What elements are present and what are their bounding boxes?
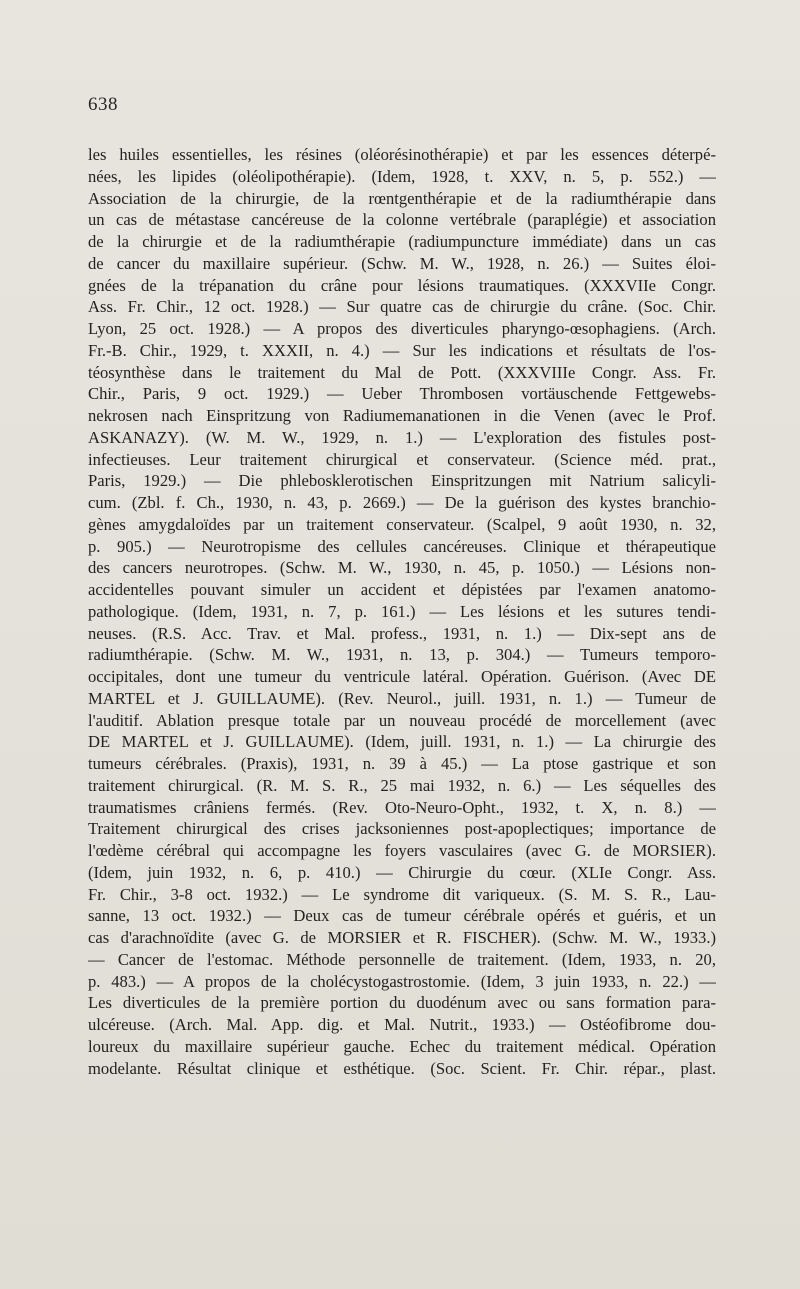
text-line: Les diverticules de la première portion du duodénum avec ou sans formation para- [88, 993, 716, 1013]
text-line: radiumthérapie. (Schw. M. W., 1931, n. 13, p. 304.) — Tumeurs temporo- [88, 645, 716, 665]
text-line: nées, les lipides (oléolipothérapie). (Idem, 1928, t. XXV, n. 5, p. 552.) — [88, 166, 716, 186]
text-line: gnées de la trépanation du crâne pour lésions traumatiques. (XXXVIIe Congr. [88, 275, 716, 295]
text-line: DE MARTEL et J. GUILLAUME). (Idem, juill. 1931, n. 1.) — La chirurgie des [88, 732, 716, 752]
text-line: Association de la chirurgie, de la rœntgenthérapie et de la radiumthérapie dans [88, 188, 716, 208]
text-line: MARTEL et J. GUILLAUME). (Rev. Neurol., juill. 1931, n. 1.) — Tumeur de [88, 688, 716, 708]
text-line: de cancer du maxillaire supérieur. (Schw. M. W., 1928, n. 26.) — Suites éloi- [88, 253, 716, 273]
text-line: Paris, 1929.) — Die phlebosklerotischen Einspritzungen mit Natrium salicyli- [88, 471, 716, 491]
text-line: Lyon, 25 oct. 1928.) — A propos des diverticules pharyngo-œsophagiens. (Arch. [88, 319, 716, 338]
text-line: les huiles essentielles, les résines (oléorésinothérapie) et par les essences déterpé- [88, 145, 716, 164]
text-line: tumeurs cérébrales. (Praxis), 1931, n. 39 à 45.) — La ptose gastrique et son [88, 754, 716, 773]
text-line: Chir., Paris, 9 oct. 1929.) — Ueber Thrombosen vortäuschende Fettgewebs- [88, 384, 716, 404]
page-number: 638 [88, 94, 118, 115]
text-line: p. 905.) — Neurotropisme des cellules cancéreuses. Clinique et thérapeutique [88, 536, 716, 556]
text-line: ulcéreuse. (Arch. Mal. App. dig. et Mal. Nutrit., 1933.) — Ostéofibrome dou- [88, 1015, 716, 1034]
text-line: un cas de métastase cancéreuse de la colonne vertébrale (paraplégie) et association [88, 210, 716, 230]
text-line: gènes amygdaloïdes par un traitement conservateur. (Scalpel, 9 août 1930, n. 32, [88, 514, 716, 534]
text-line: nekrosen nach Einspritzung von Radiumemanationen in die Venen (avec le Prof. [88, 406, 716, 425]
bibliography-paragraph [88, 144, 716, 1079]
text-line: Fr. Chir., 3-8 oct. 1932.) — Le syndrome dit variqueux. (S. M. S. R., Lau- [88, 884, 716, 904]
text-line: occipitales, dont une tumeur du ventricule latéral. Opération. Guérison. (Avec DE [88, 667, 716, 686]
text-line: sanne, 13 oct. 1932.) — Deux cas de tumeur cérébrale opérés et guéris, et un [88, 906, 716, 926]
text-line: accidentelles pouvant simuler un accident et dépistées par l'examen anatomo- [88, 580, 716, 599]
text-line: neuses. (R.S. Acc. Trav. et Mal. profess., 1931, n. 1.) — Dix-sept ans de [88, 623, 716, 643]
text-line: l'auditif. Ablation presque totale par un nouveau procédé de morcellement (avec [88, 710, 716, 730]
text-line: infectieuses. Leur traitement chirurgical et conservateur. (Science méd. prat., [88, 449, 716, 469]
text-line: cas d'arachnoïdite (avec G. de MORSIER et R. FISCHER). (Schw. M. W., 1933.) [88, 928, 716, 947]
text-line: l'œdème cérébral qui accompagne les foyers vasculaires (avec G. de MORSIER). [88, 841, 716, 860]
text-line: des cancers neurotropes. (Schw. M. W., 1930, n. 45, p. 1050.) — Lésions non- [88, 558, 716, 578]
text-line: — Cancer de l'estomac. Méthode personnelle de traitement. (Idem, 1933, n. 20, [88, 949, 716, 969]
text-line: de la chirurgie et de la radiumthérapie (radiumpuncture immédiate) dans un cas [88, 232, 716, 251]
text-line: Ass. Fr. Chir., 12 oct. 1928.) — Sur quatre cas de chirurgie du crâne. (Soc. Chir. [88, 297, 716, 317]
text-line: (Idem, juin 1932, n. 6, p. 410.) — Chirurgie du cœur. (XLIe Congr. Ass. [88, 862, 716, 882]
text-line: modelante. Résultat clinique et esthétique. (Soc. Scient. Fr. Chir. répar., plast. [88, 1058, 716, 1078]
text-line: Traitement chirurgical des crises jacksoniennes post-apoplectiques; importance de [88, 819, 716, 839]
text-line: traumatismes crâniens fermés. (Rev. Oto-Neuro-Opht., 1932, t. X, n. 8.) — [88, 797, 716, 817]
text-line: p. 483.) — A propos de la cholécystogastrostomie. (Idem, 3 juin 1933, n. 22.) — [88, 971, 716, 991]
text-line: traitement chirurgical. (R. M. S. R., 25 mai 1932, n. 6.) — Les séquelles des [88, 775, 716, 795]
text-line: ASKANAZY). (W. M. W., 1929, n. 1.) — L'exploration des fistules post- [88, 427, 716, 447]
text-line: cum. (Zbl. f. Ch., 1930, n. 43, p. 2669.) — De la guérison des kystes branchio- [88, 493, 716, 512]
text-line: pathologique. (Idem, 1931, n. 7, p. 161.) — Les lésions et les sutures tendi- [88, 601, 716, 621]
text-line: Fr.-B. Chir., 1929, t. XXXII, n. 4.) — Sur les indications et résultats de l'os- [88, 340, 716, 360]
text-line: loureux du maxillaire supérieur gauche. Echec du traitement médical. Opération [88, 1036, 716, 1056]
text-line: téosynthèse dans le traitement du Mal de Pott. (XXXVIIIe Congr. Ass. Fr. [88, 362, 716, 382]
